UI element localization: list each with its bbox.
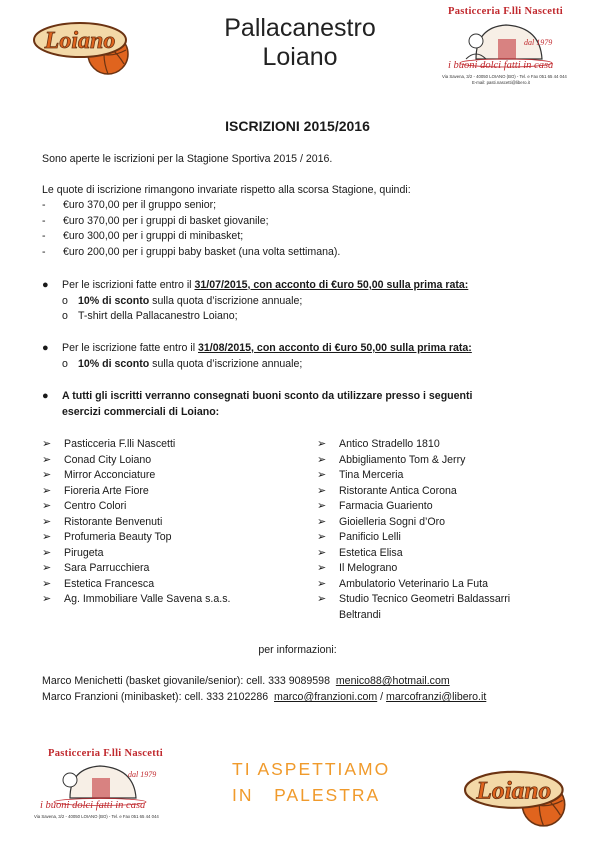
arrow-bullet-icon: ➢: [42, 500, 52, 512]
arrow-bullet-icon: ➢: [42, 515, 52, 528]
offer1-item-tshirt: o T-shirt della Pallacanestro Loiano;: [62, 310, 238, 322]
shops-left-list: [42, 437, 230, 608]
footer-slogan: TI ASPETTIAMO IN PALESTRA: [232, 759, 391, 805]
arrow-bullet-icon: ➢: [42, 531, 52, 543]
list-item: ➢ Studio Tecnico Geometri Baldassarri: [317, 592, 510, 608]
list-item: - €uro 200,00 per i gruppi baby basket (una volta settimana).: [42, 245, 341, 258]
list-item: ➢ Abbigliamento Tom & Jerry: [317, 453, 510, 469]
list-item: - €uro 370,00 per i gruppi di basket giovanile;: [42, 214, 269, 227]
arrow-bullet-icon: ➢: [317, 500, 327, 512]
arrow-bullet-icon: ➢: [317, 515, 327, 528]
list-item: ➢ Fioreria Arte Fiore: [42, 484, 230, 500]
contact-franzioni: Marco Franzioni (minibasket): cell. 333 2102286 marco@franzioni.com / marcofranzi@libero.it: [42, 691, 487, 703]
arrow-bullet-icon: ➢: [317, 469, 327, 481]
arrow-bullet-icon: ➢: [317, 484, 327, 497]
arrow-bullet-icon: ➢: [42, 438, 52, 450]
arrow-bullet-icon: ➢: [42, 484, 52, 497]
email-link-marcofranzi[interactable]: marcofranzi@libero.it: [386, 691, 487, 703]
vouchers-line2: esercizi commerciali di Loiano:: [62, 406, 220, 418]
arrow-bullet-icon: ➢: [42, 593, 52, 605]
list-item: ➢ Profumeria Beauty Top: [42, 530, 230, 546]
list-item: ➢ Il Melograno: [317, 561, 510, 577]
email-link-menico[interactable]: menico88@hotmail.com: [335, 675, 450, 687]
arrow-bullet-icon: ➢: [317, 531, 327, 543]
arrow-bullet-icon: ➢: [42, 469, 52, 481]
list-item: ➢ Centro Colori: [42, 499, 230, 515]
arrow-bullet-icon: ➢: [42, 577, 52, 590]
nascetti-logo-top: Pasticceria F.lli Nascetti dal 1979 i buoni dolci fatti in casa Via Savena, 3/2 - 40050 LOIANO (BO) - Tel. e Fax 051 65 44 044 E-mail: pasti.nascetti@libero.it: [442, 6, 567, 85]
arrow-bullet-icon: ➢: [317, 438, 327, 450]
loiano-logo-bottom: [458, 758, 576, 828]
loiano-logo-text: Loiano: [476, 775, 552, 805]
nascetti-logo-bottom: Pasticceria F.lli Nascetti dal 1979 i buoni dolci fatti in casa Via Savena, 3/2 - 40050 LOIANO (BO) - Tel. e Fax 051 65 44 044: [34, 748, 163, 819]
arrow-bullet-icon: ➢: [42, 453, 52, 466]
list-item: ➢ Ristorante Antica Corona: [317, 484, 510, 500]
section-heading: ISCRIZIONI 2015/2016: [225, 118, 370, 134]
list-item: ➢ Gioielleria Sogni d’Oro: [317, 515, 510, 531]
list-item: ➢ Mirror Acconciature: [42, 468, 230, 484]
list-item: - €uro 300,00 per i gruppi di minibasket;: [42, 230, 244, 242]
contact-menichetti: Marco Menichetti (basket giovanile/senior): cell. 333 9089598 menico88@hotmail.com: [42, 675, 450, 687]
arrow-bullet-icon: ➢: [317, 593, 327, 605]
info-label: per informazioni:: [258, 644, 337, 656]
list-item: ➢ Estetica Elisa: [317, 546, 510, 562]
arrow-bullet-icon: ➢: [317, 577, 327, 590]
list-item: ➢ Panificio Lelli: [317, 530, 510, 546]
arrow-bullet-icon: ➢: [42, 562, 52, 574]
arrow-bullet-icon: ➢: [317, 453, 327, 466]
list-item: ➢ Ristorante Benvenuti: [42, 515, 230, 531]
offer2-line: ● Per le iscrizione fatte entro il 31/08/2015, con acconto di €uro 50,00 sulla prima rata:: [42, 342, 472, 354]
list-item: ➢ Pasticceria F.lli Nascetti: [42, 437, 230, 453]
list-item: ➢ Estetica Francesca: [42, 577, 230, 593]
list-item: ➢ Ambulatorio Veterinario La Futa: [317, 577, 510, 593]
fees-list: [42, 198, 340, 260]
list-item: ➢ Antico Stradello 1810: [317, 437, 510, 453]
offer1-item-discount: o 10% di sconto sulla quota d’iscrizione annuale;: [62, 295, 303, 307]
list-item: ➢ Sara Parrucchiera: [42, 561, 230, 577]
list-item: ➢ Pirugeta: [42, 546, 230, 562]
list-item: ➢ Tina Merceria: [317, 468, 510, 484]
list-item: - €uro 370,00 per il gruppo senior;: [42, 199, 217, 211]
list-item: ➢ Farmacia Guariento: [317, 499, 510, 515]
arrow-bullet-icon: ➢: [42, 546, 52, 559]
offer2-item-discount: o 10% di sconto sulla quota d’iscrizione annuale;: [62, 358, 303, 370]
email-link-franzioni[interactable]: marco@franzioni.com: [274, 691, 378, 703]
shops-right-list: [317, 437, 510, 623]
list-item: Beltrandi: [339, 608, 381, 621]
list-item: ➢ Conad City Loiano: [42, 453, 230, 469]
offer1-line: ● Per le iscrizioni fatte entro il 31/07/2015, con acconto di €uro 50,00 sulla prima rata:: [42, 279, 469, 291]
fees-intro: Le quote di iscrizione rimangono invariate rispetto alla scorsa Stagione, quindi:: [42, 184, 411, 196]
arrow-bullet-icon: ➢: [317, 546, 327, 559]
vouchers-line1: ● A tutti gli iscritti verranno consegnati buoni sconto da utilizzare presso i seguenti: [42, 390, 473, 402]
list-item: ➢ Ag. Immobiliare Valle Savena s.a.s.: [42, 592, 230, 608]
intro-text: Sono aperte le iscrizioni per la Stagione Sportiva 2015 / 2016.: [42, 153, 333, 165]
loiano-logo-text: Loiano: [44, 28, 116, 54]
loiano-logo-top: [28, 10, 138, 76]
page-title: Pallacanestro Loiano: [224, 14, 376, 71]
arrow-bullet-icon: ➢: [317, 562, 327, 574]
